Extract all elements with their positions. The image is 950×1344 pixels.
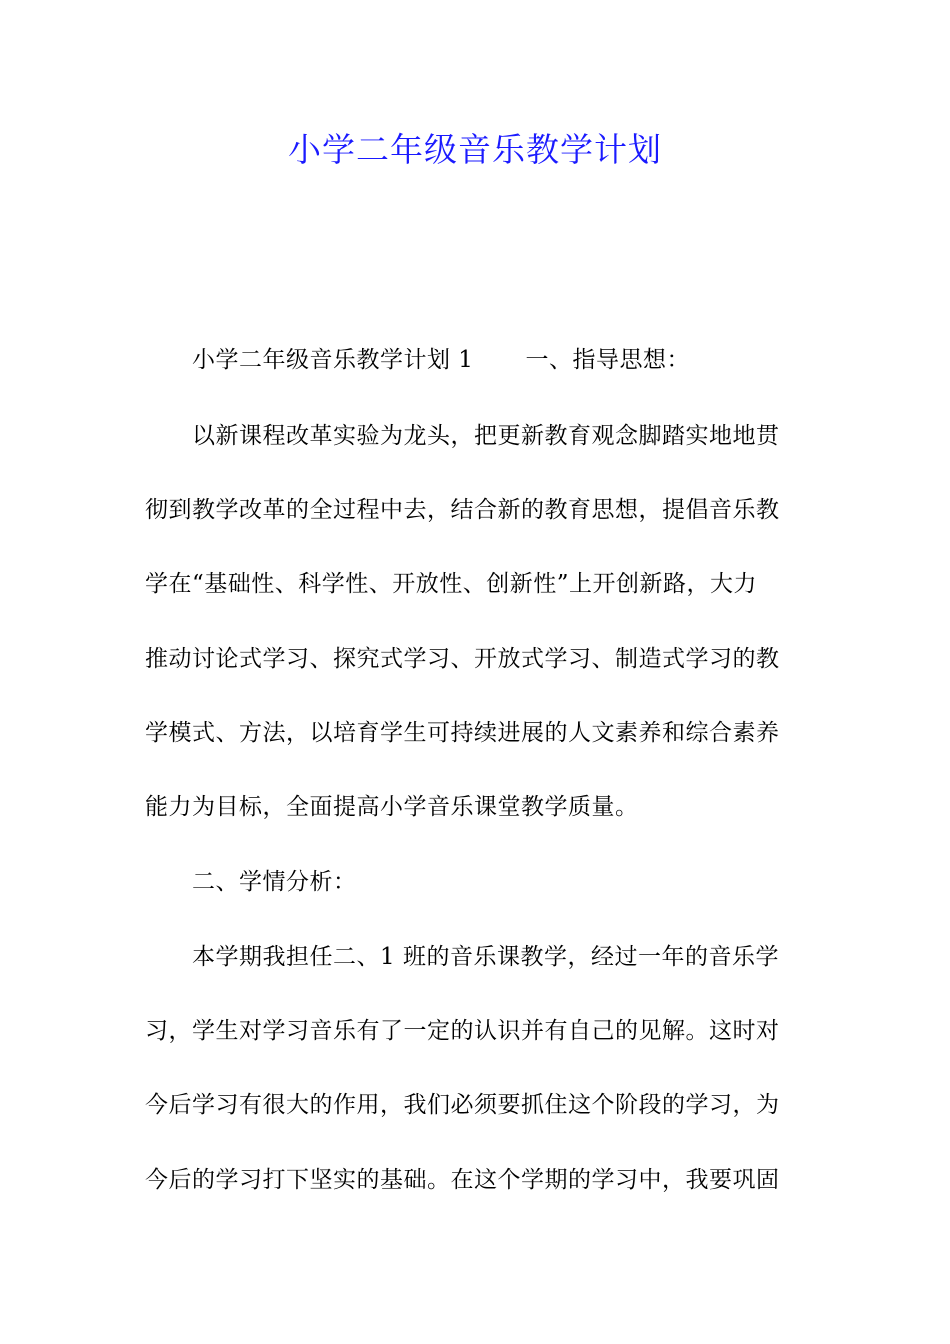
paragraph1-line: 学在“基础性、科学性、开放性、创新性”上开创新路，大力 bbox=[145, 571, 758, 597]
paragraph2-line: 今后学习有很大的作用，我们必须要抓住这个阶段的学习，为 bbox=[145, 1092, 780, 1118]
plan-heading: 小学二年级音乐教学计划 1 bbox=[192, 347, 474, 373]
section1-heading: 一、指导思想： bbox=[525, 347, 690, 373]
paragraph2-line: 本学期我担任二、1 班的音乐课教学，经过一年的音乐学 bbox=[192, 944, 779, 970]
paragraph1-line: 学模式、方法，以培育学生可持续进展的人文素养和综合素养 bbox=[145, 720, 780, 746]
paragraph2-line: 今后的学习打下坚实的基础。在这个学期的学习中，我要巩固 bbox=[145, 1167, 780, 1193]
paragraph2-line: 习，学生对学习音乐有了一定的认识并有自己的见解。这时对 bbox=[145, 1018, 780, 1044]
heading-line bbox=[192, 340, 812, 380]
paragraph1-line: 以新课程改革实验为龙头，把更新教育观念脚踏实地地贯 bbox=[192, 423, 780, 449]
paragraph1-line: 能力为目标，全面提高小学音乐课堂教学质量。 bbox=[145, 794, 639, 820]
paragraph1-line: 推动讨论式学习、探究式学习、开放式学习、制造式学习的教 bbox=[145, 646, 780, 672]
section2-heading: 二、学情分析： bbox=[192, 869, 357, 895]
paragraph1-line: 彻到教学改革的全过程中去，结合新的教育思想，提倡音乐教 bbox=[145, 497, 780, 523]
document-title: 小学二年级音乐教学计划 bbox=[288, 130, 662, 169]
